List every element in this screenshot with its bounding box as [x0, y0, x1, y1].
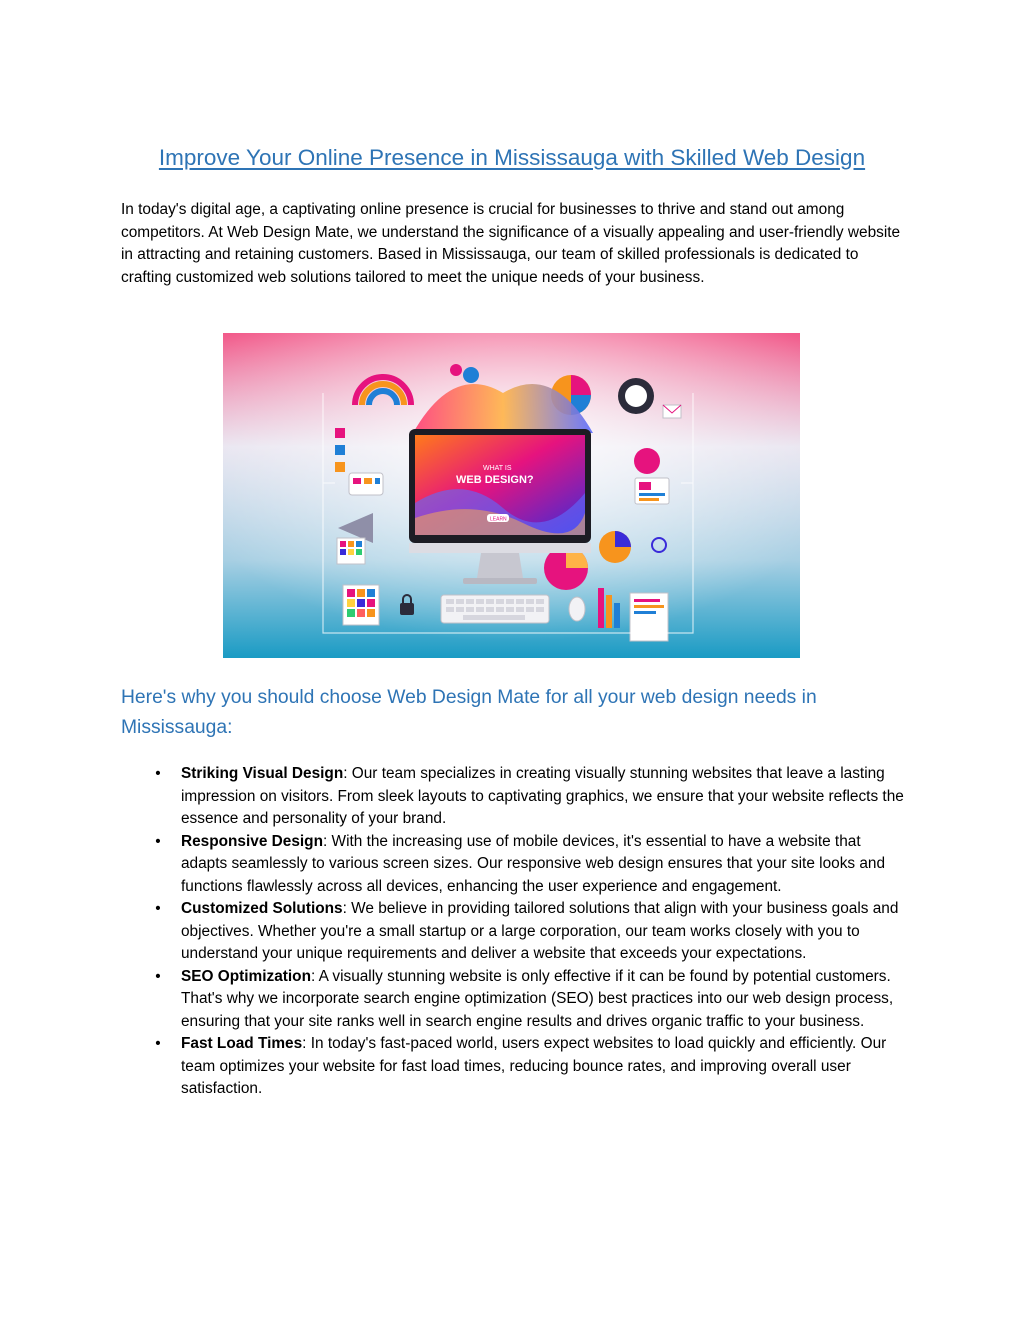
bullet-icon: •	[155, 967, 161, 985]
feature-title: Fast Load Times	[181, 1035, 303, 1052]
list-item	[121, 966, 911, 1034]
page-title-link[interactable]: Improve Your Online Presence in Mississauga with Skilled Web Design	[158, 145, 866, 170]
bullet-icon: •	[155, 765, 161, 782]
intro-paragraph	[121, 199, 903, 289]
list-item	[121, 1033, 911, 1101]
bullet-icon: •	[155, 832, 161, 850]
intro-text: In today's digital age, a captivating online presence is crucial for businesses to thrive and stand out among competitors. At Web Design Mate, we understand the significance of a visually appealing and user-friendly website in attracting and retaining customers. Based in Mississauga, our team of skilled professionals is dedicated to crafting customized web solutions tailored to meet the unique needs of your business.	[121, 201, 901, 286]
feature-text: : We believe in providing tailored solutions that align with your business goals and objectives. Whether you're a small startup or a large corporation, our team works closely with you to understand your unique requirements and deliver a website that exceeds your expectations.	[181, 900, 899, 962]
list-item	[121, 898, 911, 966]
feature-text: : With the increasing use of mobile devices, it's essential to have a website that adapts seamlessly to various screen sizes. Our responsive web design ensures that your site looks and functions flawlessly across all devices, enhancing the user experience and engagement.	[181, 832, 886, 895]
lock-icon	[400, 603, 414, 615]
features-list	[121, 763, 911, 1101]
list-item	[121, 831, 911, 899]
list-item	[121, 763, 911, 831]
feature-title: Striking Visual Design	[181, 765, 344, 782]
feature-title: Customized Solutions	[181, 900, 343, 917]
feature-title: Responsive Design	[181, 832, 323, 850]
screen-big-text: WEB DESIGN?	[456, 474, 534, 486]
feature-text: : A visually stunning website is only effective if it can be found by potential customers. That's why we incorporate search engine optimization (SEO) best practices into our web design process, ensuring that your site ranks well in search engine results and drives organic traffic to your business.	[181, 967, 894, 1030]
screen-button-text: LEARN	[490, 516, 507, 523]
screen-small-text: WHAT IS	[483, 465, 512, 472]
web-design-illustration	[223, 333, 800, 658]
feature-title: SEO Optimization	[181, 967, 311, 985]
feature-text: : Our team specializes in creating visually stunning websites that leave a lasting impression on visitors. From sleek layouts to captivating graphics, we ensure that your website reflects the essence and personality of your brand.	[181, 765, 904, 827]
hero-image	[223, 333, 800, 658]
bullet-icon: •	[155, 900, 161, 917]
feature-text: : In today's fast-paced world, users expect websites to load quickly and efficiently. Our team optimizes your website for fast load times, reducing bounce rates, and improving overall user satisfaction.	[181, 1035, 887, 1097]
bullet-icon: •	[155, 1035, 161, 1052]
section-heading: Here's why you should choose Web Design Mate for all your web design needs in Mississauga:	[121, 687, 817, 738]
